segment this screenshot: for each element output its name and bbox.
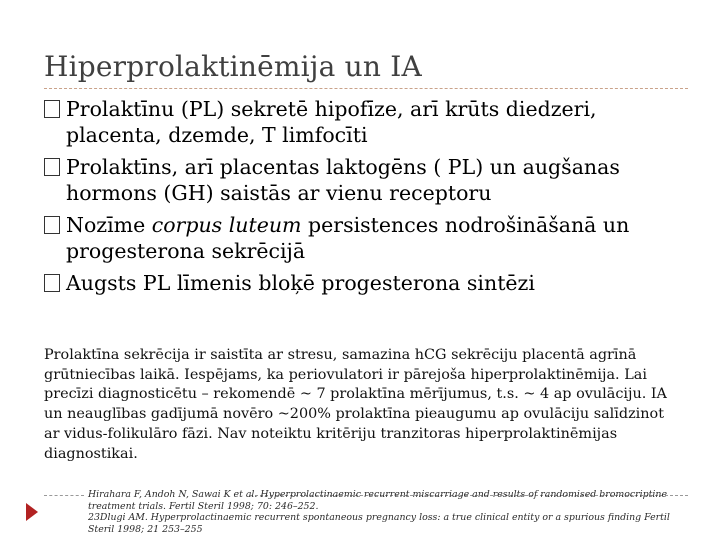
- body-paragraph: Prolaktīna sekrēcija ir saistīta ar stresu, samazina hCG sekrēciju placentā agrīnā grūtniecības laikā. Iespējams, ka periovulatori ir pārejoša hiperprolaktinēmija. Lai precīzi diagnosticētu – rekomendē ~ 7 prolaktīna mērījumus, t.s. ~ 4 ap ovulāciju. IA un neauglības gadījumā novēro ~200% prolaktīna pieaugumu ap ovulāciju salīdzinot ar vidus-folikulāro fāzi. Nav noteiktu kritēriju tranzitoras hiperprolaktinēmijas diagnostikai.: [44, 347, 667, 462]
- bullet-text-cont: persistences nodrošināšanā un progesterona sekrēcijā: [66, 213, 630, 263]
- bullet-item: [44, 270, 694, 296]
- references: [88, 489, 698, 535]
- bullet-text: Nozīme: [66, 213, 152, 237]
- bullet-item: [44, 212, 694, 264]
- bullet-item: [44, 96, 694, 148]
- checkbox-bullet-icon: [44, 274, 60, 292]
- bullet-text: Augsts PL līmenis bloķē progesterona sintēzi: [66, 271, 535, 295]
- checkbox-bullet-icon: [44, 216, 60, 234]
- bullet-text: Prolaktīnu (PL) sekretē hipofīze, arī krūts diedzeri, placenta, dzemde, T limfocīti: [66, 97, 597, 147]
- checkbox-bullet-icon: [44, 158, 60, 176]
- footer-divider: [44, 495, 84, 496]
- reference-item: 23Dlugi AM. Hyperprolactinaemic recurrent spontaneous pregnancy loss: a true clinical entity or a spurious finding Fertil Steril 1998; 21 253–255: [88, 512, 670, 535]
- title-divider: [44, 88, 688, 89]
- slide-title: Hiperprolaktinēmija un IA: [44, 50, 422, 83]
- reference-item: Hirahara F, Andoh N, Sawai K et al. Hyperprolactinaemic recurrent miscarriage and results of randomised bromocriptine treatment trials. Fertil Steril 1998; 70: 246–252.: [88, 489, 668, 512]
- bullet-emphasis: corpus luteum: [151, 213, 302, 237]
- bullet-item: [44, 154, 694, 206]
- bullet-text: Prolaktīns, arī placentas laktogēns ( PL) un augšanas hormons (GH) saistās ar vienu receptoru: [66, 155, 620, 205]
- bullet-list: [44, 96, 694, 302]
- triangle-arrow-icon: [26, 503, 38, 521]
- checkbox-bullet-icon: [44, 100, 60, 118]
